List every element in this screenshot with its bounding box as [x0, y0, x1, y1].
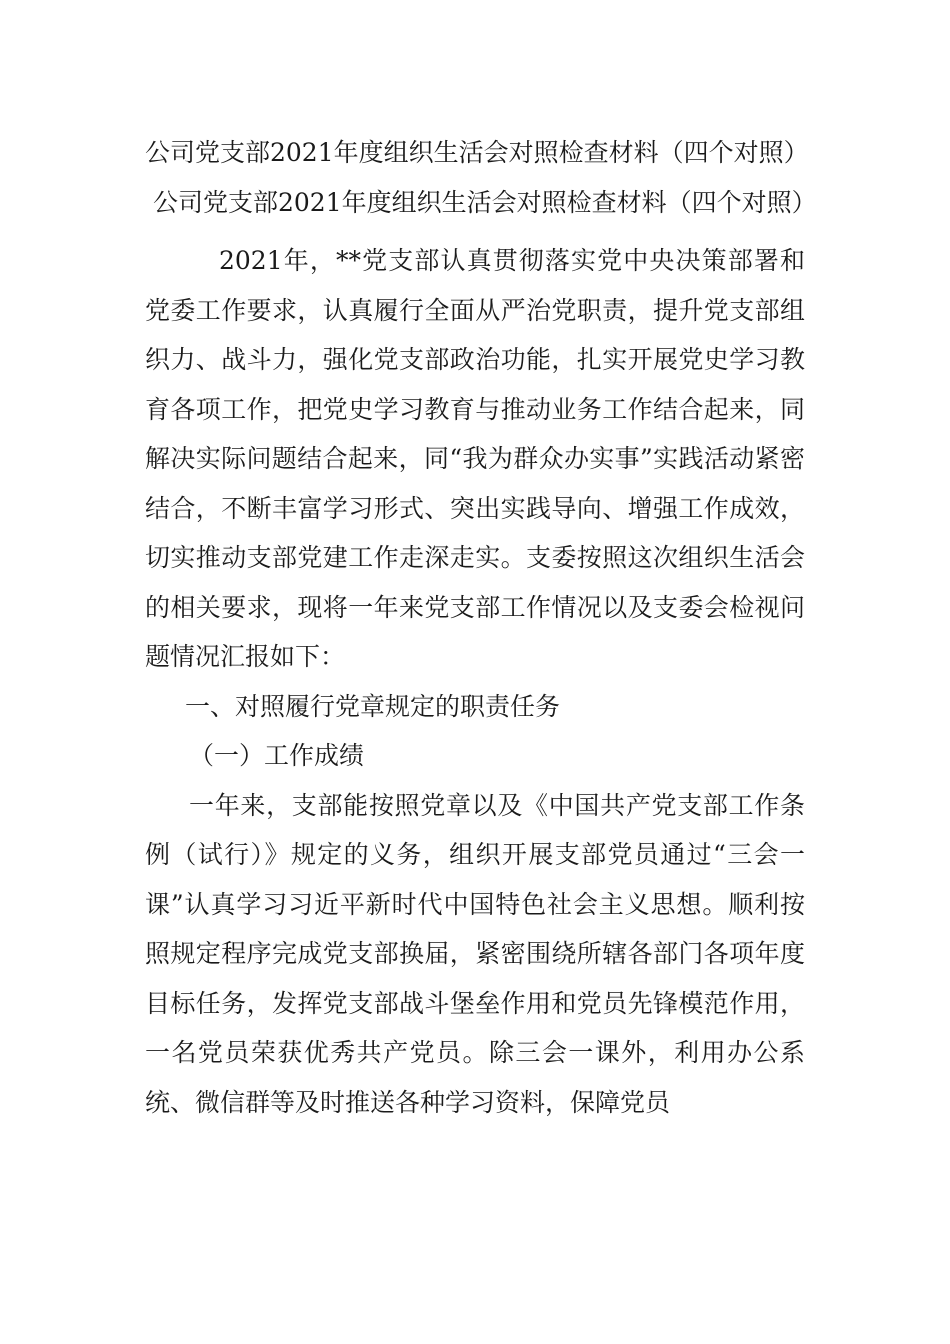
section-heading: 一、对照履行党章规定的职责任务: [185, 691, 561, 721]
document-subtitle: 公司党支部2021年度组织生活会对照检查材料（四个对照）: [153, 188, 817, 217]
intro-paragraph: 2021年，**党支部认真贯彻落实党中央决策部署和党委工作要求，认真履行全面从严治党职责，提升党支部组织力、战斗力，强化党支部政治功能，扎实开展党史学习教育各项工作，把党史学习教育与推动业务工作结合起来，同解决实际问题结合起来，同“我为群众办实事”实践活动紧密结合，不断丰富学习形式、突出实践导向、增强工作成效，切实推动支部党建工作走深走实。支委按照这次组织生活会的相关要求，现将一年来党支部工作情况以及支委会检视问题情况汇报如下：: [145, 246, 805, 671]
document-body: [145, 128, 817, 1127]
body-paragraph: 一年来，支部能按照党章以及《中国共产党支部工作条例（试行）》规定的义务，组织开展支部党员通过“三会一课”认真学习习近平新时代中国特色社会主义思想。顺利按照规定程序完成党支部换届，紧密围绕所辖各部门各项年度目标任务，发挥党支部战斗堡垒作用和党员先锋模范作用，一名党员荣获优秀共产党员。除三会一课外，利用办公系统、微信群等及时推送各种学习资料，保障党员: [145, 790, 805, 1117]
subsection-heading: （一）工作成绩: [189, 741, 365, 770]
document-title: 公司党支部2021年度组织生活会对照检查材料（四个对照）: [145, 138, 809, 167]
